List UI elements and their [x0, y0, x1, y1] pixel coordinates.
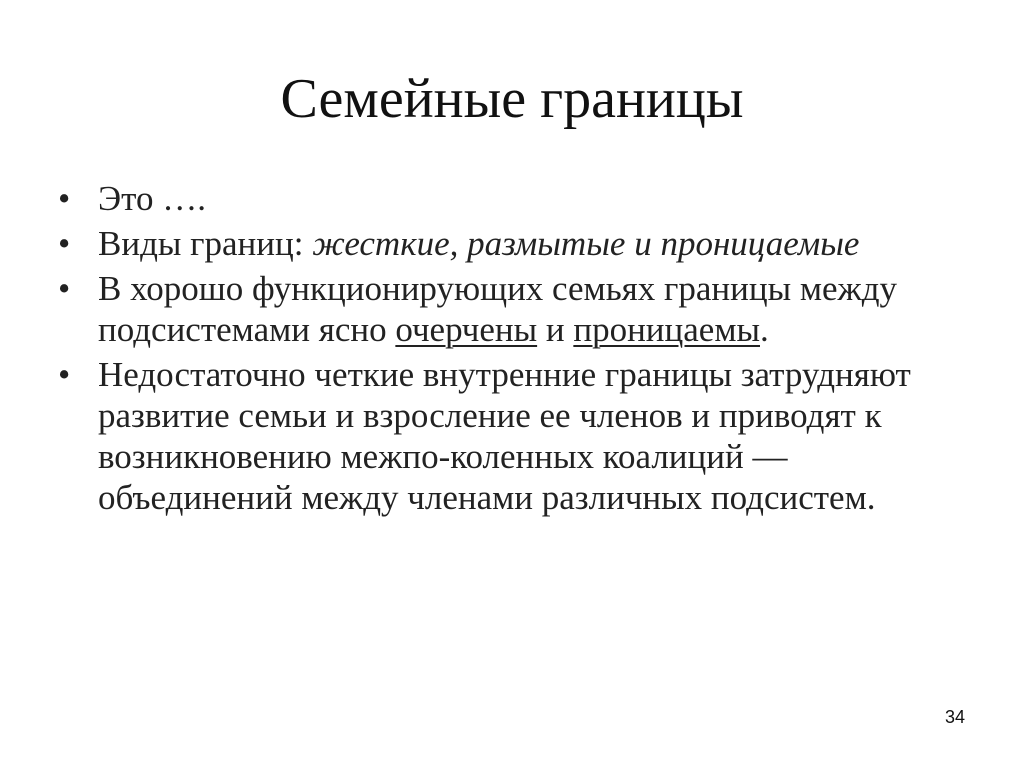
bullet-item-definition	[58, 178, 958, 219]
bullet-item-healthy-families	[58, 268, 958, 350]
bullet-text-lead: Виды границ:	[98, 224, 313, 263]
bullet-marker: •	[58, 355, 71, 394]
bullet-item-unclear-boundaries	[58, 354, 958, 518]
bullet-text-lead: В хорошо функционирующих семьях границы между подсистемами ясно	[98, 269, 898, 349]
slide-title: Семейные границы	[280, 68, 744, 130]
bullet-text-mid: и	[537, 310, 574, 349]
bullet-marker: •	[58, 224, 71, 263]
bullet-marker: •	[58, 269, 71, 308]
boundary-types-italic: жесткие, размытые и проницаемые	[312, 224, 860, 263]
underlined-term-permeable: проницаемы	[573, 310, 760, 349]
page-number: 34	[944, 707, 966, 727]
bullet-list	[58, 178, 958, 522]
bullet-text-tail: .	[760, 310, 769, 349]
underlined-term-defined: очерчены	[395, 310, 538, 349]
bullet-text: Недостаточно четкие внутренние границы затрудняют развитие семьи и взросление ее членов и приводят к возникновению межпо-коленных коалиций — объединений между членами различных подсистем.	[98, 355, 911, 517]
bullet-item-boundary-types	[58, 223, 958, 264]
bullet-marker: •	[58, 179, 71, 218]
bullet-text: Это ….	[98, 179, 206, 218]
